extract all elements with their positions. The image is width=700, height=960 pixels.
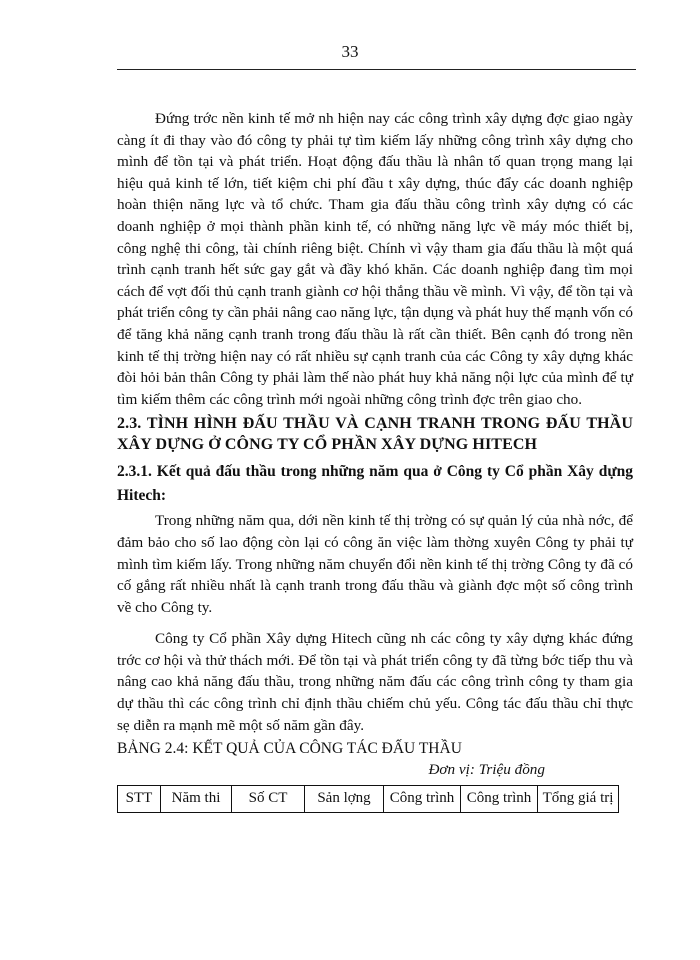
paragraph-company: Công ty Cổ phần Xây dựng Hitech cũng nh các công ty xây dựng khác đứng trớc cơ hội và thử thách mới. Để tồn tại và phát triển công ty đã từng bớc tiếp thu và nâng cao khả năng đấu thầu, trong những năm đấu các công trình công ty tham gia dự thầu thì các công trình chỉ định thầu chiếm chủ yếu. Công tác đấu thầu chỉ thực sẹ diễn ra mạnh mẽ một số năm gần đây. [117, 630, 633, 734]
document-body [117, 108, 633, 813]
col-output: Sản lợng [305, 786, 384, 813]
page-number: 33 [341, 42, 359, 61]
col-works-1: Công trình [384, 786, 461, 813]
col-year: Năm thi [161, 786, 232, 813]
table-header-row [118, 786, 619, 813]
table-title: BẢNG 2.4: KẾT QUẢ CỦA CÔNG TÁC ĐẤU THẦU [117, 740, 462, 758]
col-works-2: Công trình [461, 786, 538, 813]
subsection-heading: 2.3.1. Kết quả đấu thầu trong những năm qua ở Công ty Cổ phần Xây dựng Hitech: [117, 463, 633, 505]
col-count: Số CT [232, 786, 305, 813]
section-heading: 2.3. TÌNH HÌNH ĐẤU THẦU VÀ CẠNH TRANH TRONG ĐẤU THẦU XÂY DỰNG Ở CÔNG TY CỔ PHẦN XÂY DỰNG HITECH [117, 415, 633, 454]
table-unit: Đơn vị: Triệu đồng [428, 760, 545, 778]
header-rule [117, 69, 636, 70]
paragraph-intro: Đứng trớc nền kinh tế mở nh hiện nay các công trình xây dựng đợc giao ngày càng ít đi thay vào đó công ty phải tự tìm kiếm lấy những công trình xây dựng cho mình để tồn tại và phát triển. Hoạt động đấu thầu là nhân tố quan trọng mang lại hiệu quả kinh tế lớn, tiết kiệm chi phí đầu t xây dựng, thúc đẩy các doanh nghiệp hoàn thiện năng lực và tổ chức. Tham gia đấu thầu công trình xây dựng có các doanh nghiệp ở mọi thành phần kinh tế, có những năng lực về máy móc thiết bị, công nghệ thi công, tài chính riêng biệt. Chính vì vậy tham gia đấu thầu là một quá trình cạnh tranh hết sức gay gắt và đầy khó khăn. Các doanh nghiệp đang tìm mọi cách để vợt đối thủ cạnh tranh giành cơ hội thắng thầu về mình. Vì vậy, để tồn tại và phát triển công ty cần phải nâng cao năng lực, tận dụng và phát huy thế mạnh vốn có để tăng khả năng cạnh tranh trong đấu thầu là rất cần thiết. Bên cạnh đó trong nền kinh tế thị trờng hiện nay có rất nhiều sự cạnh tranh của các Công ty xây dựng khác đòi hỏi bản thân Công ty phải làm thế nào phát huy khả năng nội lực của mình để tự tìm kiếm thêm các công trình mới ngoài những công trình đợc trên giao cho. [117, 110, 633, 408]
col-stt: STT [118, 786, 161, 813]
results-table [117, 785, 619, 813]
paragraph-market: Trong những năm qua, dới nền kinh tế thị trờng có sự quản lý của nhà nớc, để đảm bảo cho số lao động còn lại có công ăn việc làm thờng xuyên Công ty phải tự mình tìm kiếm lấy. Trong những năm chuyển đổi nền kinh tế thị trờng Công ty đã có cố gắng rất nhiều nhất là cạnh tranh trong đấu thầu và giành đợc một số công trình về cho Công ty. [117, 512, 633, 616]
col-total: Tổng giá trị [538, 786, 619, 813]
